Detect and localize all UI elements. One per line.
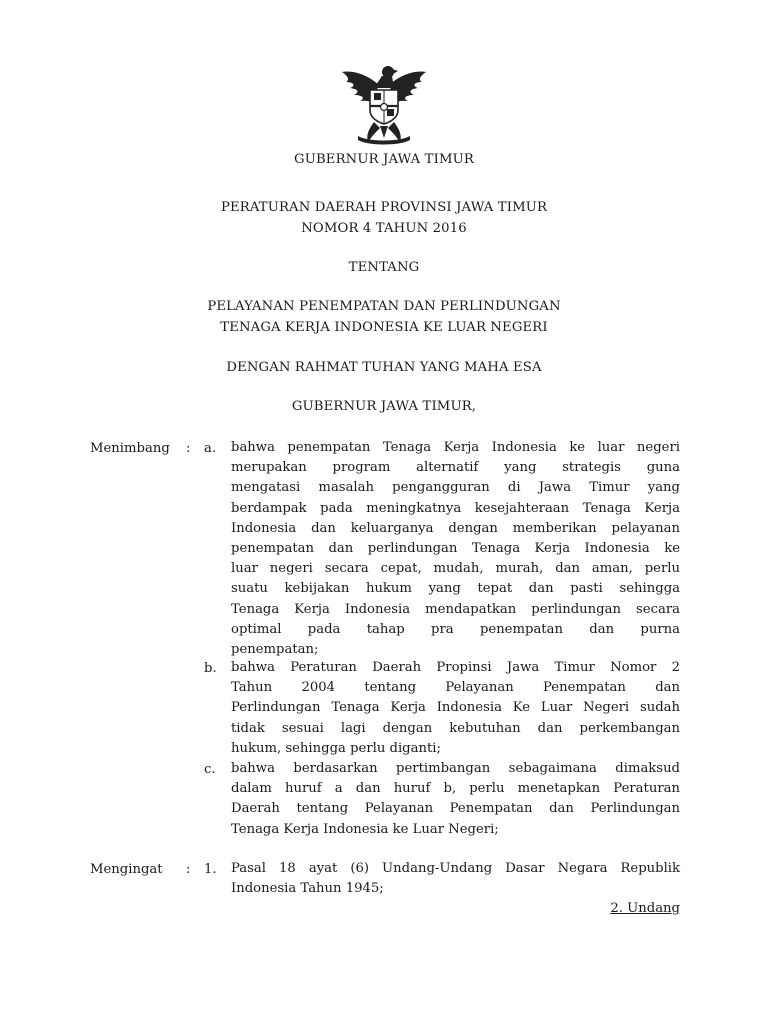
text-line: penempatan; bbox=[231, 642, 319, 658]
text-line: Tahun 2004 tentang Pelayanan Penempatan dan bbox=[231, 680, 680, 696]
text-line: suatu kebijakan hukum yang tepat dan pasti sehingga bbox=[231, 581, 680, 597]
item-marker-b: b. bbox=[204, 661, 217, 676]
text-line: tidak sesuai lagi dengan kebutuhan dan perkembangan bbox=[231, 720, 680, 736]
text-line: hukum, sehingga perlu diganti; bbox=[231, 740, 441, 756]
text-line: bahwa berdasarkan pertimbangan sebagaimana dimaksud bbox=[231, 761, 680, 776]
text-line: Perlindungan Tenaga Kerja Indonesia Ke Luar Negeri sudah bbox=[231, 700, 680, 716]
about-heading: TENTANG bbox=[348, 260, 420, 275]
text-line: merupakan program alternatif yang strategis guna bbox=[231, 460, 680, 476]
governor-title: GUBERNUR JAWA TIMUR bbox=[294, 152, 474, 167]
text-line: Indonesia Tahun 1945; bbox=[231, 881, 384, 897]
text-line: berdampak pada meningkatnya kesejahteraan Tenaga Kerja bbox=[231, 500, 680, 516]
consideration-a bbox=[231, 438, 680, 660]
governor-title-2: GUBERNUR JAWA TIMUR, bbox=[291, 399, 477, 414]
text-line: penempatan dan perlindungan Tenaga Kerja Indonesia ke bbox=[231, 541, 680, 557]
regulation-title: PERATURAN DAERAH PROVINSI JAWA TIMUR bbox=[220, 200, 548, 215]
menimbang-colon: : bbox=[186, 441, 191, 456]
text-line: dalam huruf a dan huruf b, perlu menetapkan Peraturan bbox=[231, 781, 680, 797]
text-line: bahwa penempatan Tenaga Kerja Indonesia ke luar negeri bbox=[231, 440, 680, 455]
item-marker-a: a. bbox=[204, 441, 217, 456]
blessing-line: DENGAN RAHMAT TUHAN YANG MAHA ESA bbox=[226, 360, 542, 375]
legal-basis-1 bbox=[231, 859, 680, 899]
text-line: mengatasi masalah pengangguran di Jawa Timur yang bbox=[231, 480, 680, 496]
text-line: Tenaga Kerja Indonesia mendapatkan perlindungan secara bbox=[231, 601, 680, 617]
item-marker-c: c. bbox=[204, 762, 216, 777]
text-line: luar negeri secara cepat, mudah, murah, dan aman, perlu bbox=[231, 561, 680, 577]
subject-line-2: TENAGA KERJA INDONESIA KE LUAR NEGERI bbox=[220, 320, 548, 335]
item-marker-1: 1. bbox=[204, 862, 217, 877]
text-line: bahwa Peraturan Daerah Propinsi Jawa Timur Nomor 2 bbox=[231, 660, 680, 675]
mengingat-colon: : bbox=[186, 862, 191, 877]
menimbang-label: Menimbang bbox=[90, 441, 170, 456]
consideration-c bbox=[231, 759, 680, 840]
regulation-number: NOMOR 4 TAHUN 2016 bbox=[301, 221, 467, 236]
page-continuation: 2. Undang bbox=[610, 901, 680, 916]
garuda-emblem-icon bbox=[338, 62, 430, 148]
mengingat-label: Mengingat bbox=[90, 862, 163, 877]
text-line: Indonesia dan keluarganya dengan memberikan pelayanan bbox=[231, 520, 680, 536]
text-line: Pasal 18 ayat (6) Undang-Undang Dasar Negara Republik bbox=[231, 861, 680, 876]
subject-line-1: PELAYANAN PENEMPATAN DAN PERLINDUNGAN bbox=[207, 299, 561, 314]
text-line: Daerah tentang Pelayanan Penempatan dan Perlindungan bbox=[231, 801, 680, 817]
consideration-b bbox=[231, 658, 680, 759]
text-line: Tenaga Kerja Indonesia ke Luar Negeri; bbox=[231, 821, 499, 837]
text-line: optimal pada tahap pra penempatan dan purna bbox=[231, 621, 680, 637]
